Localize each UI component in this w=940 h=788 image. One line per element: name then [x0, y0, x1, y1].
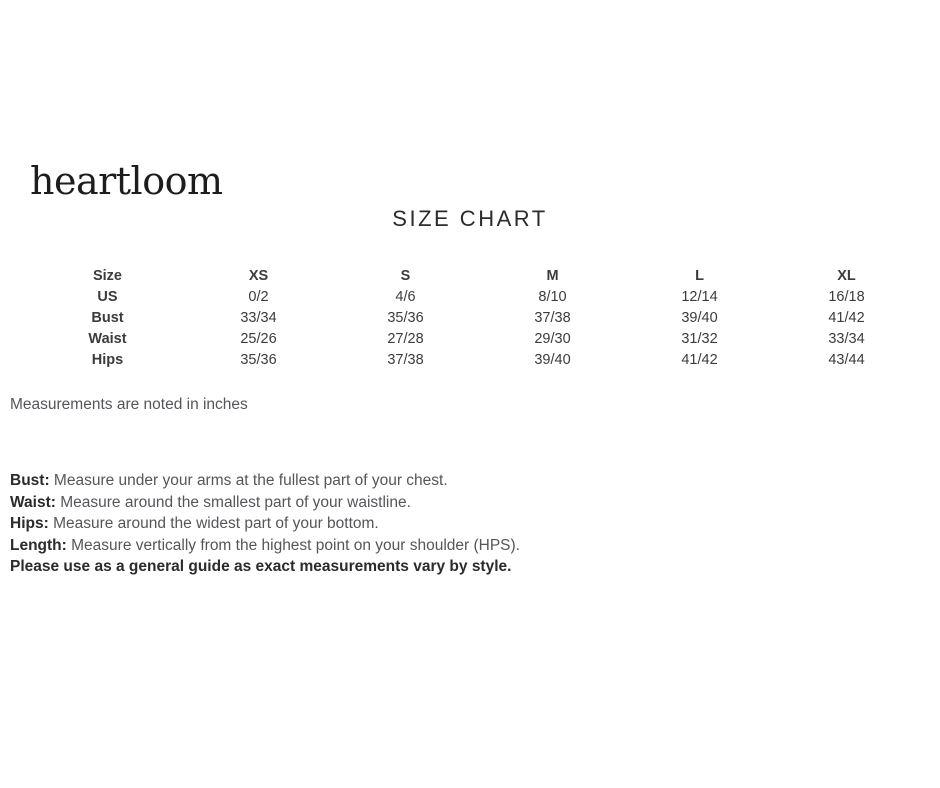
- column-header-s: S: [400, 268, 411, 284]
- cell-hips-xs: 35/36: [240, 352, 277, 368]
- units-note: Measurements are noted in inches: [10, 396, 248, 413]
- table-row: [30, 329, 920, 350]
- page-title: SIZE CHART: [392, 206, 548, 231]
- guide-text-length: Measure vertically from the highest point on your shoulder (HPS).: [71, 536, 520, 554]
- guide-disclaimer: Please use as a general guide as exact measurements vary by style.: [10, 558, 512, 575]
- guide-label-bust: Bust:: [10, 472, 50, 489]
- guide-label-waist: Waist:: [10, 493, 56, 511]
- column-header-m: M: [546, 268, 559, 284]
- cell-us-s: 4/6: [395, 289, 416, 305]
- guide-line-hips: [10, 513, 520, 535]
- cell-us-l: 12/14: [681, 289, 718, 305]
- row-label-bust: Bust: [91, 310, 124, 326]
- cell-waist-l: 31/32: [681, 331, 718, 347]
- column-header-xl: XL: [837, 268, 856, 284]
- size-chart-table: [30, 266, 920, 371]
- guide-label-hips: Hips:: [10, 515, 49, 532]
- cell-us-xs: 0/2: [248, 289, 269, 305]
- guide-line-bust: [10, 470, 520, 492]
- cell-bust-xl: 41/42: [828, 310, 865, 326]
- cell-hips-s: 37/38: [387, 352, 424, 368]
- table-row: [30, 350, 920, 371]
- guide-text-hips: Measure around the widest part of your bottom.: [53, 515, 379, 532]
- cell-hips-xl: 43/44: [828, 352, 865, 368]
- guide-line-length: [10, 535, 520, 557]
- measurement-guide: [10, 470, 520, 578]
- column-header-size: Size: [92, 268, 122, 284]
- cell-waist-xs: 25/26: [240, 331, 277, 347]
- guide-text-bust: Measure under your arms at the fullest part of your chest.: [53, 472, 448, 489]
- guide-line-disclaimer: [10, 556, 520, 578]
- column-header-l: L: [695, 268, 704, 284]
- guide-label-length: Length:: [10, 536, 67, 554]
- cell-bust-m: 37/38: [534, 310, 571, 326]
- table-body: [30, 287, 920, 371]
- row-label-waist: Waist: [88, 331, 127, 347]
- row-label-hips: Hips: [91, 352, 124, 368]
- cell-waist-xl: 33/34: [828, 331, 865, 347]
- cell-us-m: 8/10: [538, 289, 567, 305]
- table-header: [30, 266, 920, 287]
- cell-bust-l: 39/40: [681, 310, 718, 326]
- row-label-us: US: [97, 289, 118, 305]
- cell-hips-l: 41/42: [681, 352, 718, 368]
- cell-waist-m: 29/30: [534, 331, 571, 347]
- table-row: [30, 308, 920, 329]
- cell-bust-s: 35/36: [387, 310, 424, 326]
- cell-bust-xs: 33/34: [240, 310, 277, 326]
- guide-text-waist: Measure around the smallest part of your waistline.: [60, 493, 411, 511]
- guide-line-waist: [10, 492, 520, 514]
- cell-us-xl: 16/18: [828, 289, 865, 305]
- column-header-xs: XS: [248, 268, 269, 284]
- brand-logo: heartloom: [30, 159, 223, 203]
- table-header-row: [30, 266, 920, 287]
- table-row: [30, 287, 920, 308]
- cell-waist-s: 27/28: [387, 331, 424, 347]
- cell-hips-m: 39/40: [534, 352, 571, 368]
- size-chart-table-wrapper: [30, 266, 920, 371]
